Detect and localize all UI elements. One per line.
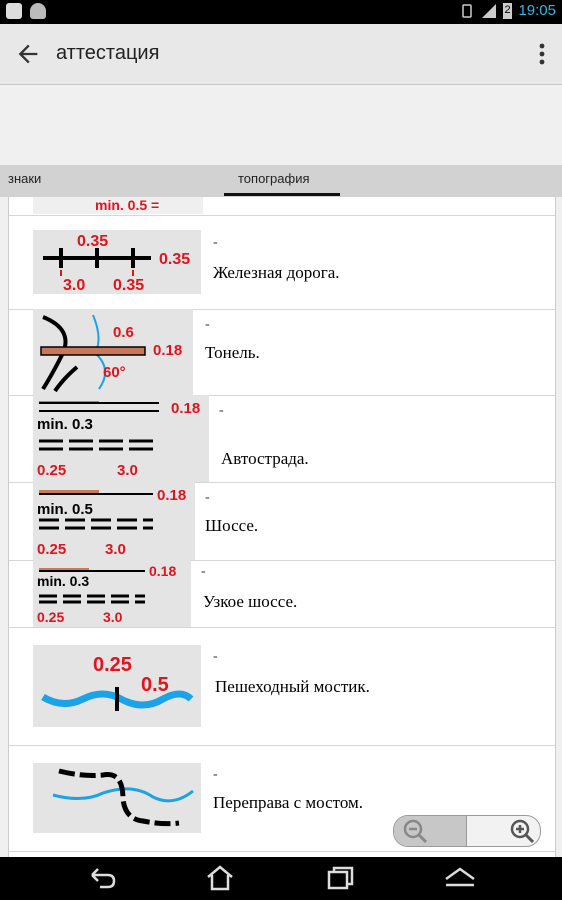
motorway-sign-icon — [33, 395, 209, 482]
item-label: Автострада. — [221, 449, 309, 468]
action-bar — [0, 24, 562, 85]
dim-right: 0.5 — [141, 674, 169, 696]
dim-bottom-left: 3.0 — [63, 277, 86, 294]
dim-bottom-left: 0.25 — [37, 541, 67, 558]
dim-min: min. 0.3 — [37, 416, 93, 433]
sign-list[interactable] — [8, 197, 556, 857]
dim-right: 0.18 — [153, 342, 183, 359]
overflow-menu-icon[interactable] — [532, 40, 552, 68]
vibrate-icon — [459, 3, 475, 19]
list-item[interactable] — [9, 627, 555, 746]
page-title: аттестация — [56, 42, 160, 64]
item-label: Узкое шоссе. — [203, 592, 298, 611]
dim-right: 0.18 — [171, 400, 201, 417]
item-dash: - — [213, 649, 218, 664]
list-item[interactable] — [9, 482, 555, 561]
dim-right: 0.35 — [159, 251, 191, 268]
narrow-highway-sign-image — [33, 560, 191, 627]
clock: 19:05 — [518, 2, 556, 19]
nav-back-icon[interactable] — [86, 863, 118, 893]
tab-signs[interactable]: знаки — [8, 171, 42, 186]
highway-sign-image — [33, 482, 195, 560]
signal-icon — [481, 3, 497, 19]
dim-right: 0.18 — [149, 563, 177, 579]
dim-left: 0.25 — [93, 654, 132, 676]
dim-min: min. 0.3 — [37, 573, 90, 589]
list-item-partial — [9, 197, 555, 216]
item-dash: - — [201, 564, 206, 579]
nav-home-icon[interactable] — [204, 863, 236, 893]
nav-menu-icon[interactable] — [442, 863, 478, 893]
partial-sign-image — [33, 197, 203, 214]
list-item[interactable] — [9, 395, 555, 483]
dim-bottom-right: 0.35 — [113, 277, 145, 294]
status-bar — [0, 0, 562, 24]
zoom-out-button[interactable] — [394, 816, 467, 846]
tunnel-sign-image — [33, 309, 193, 395]
spacer — [0, 85, 562, 165]
dim-bottom-left: 0.25 — [37, 609, 65, 625]
item-label: Переправа с мостом. — [213, 793, 364, 812]
tab-indicator — [224, 193, 340, 196]
zoom-in-button[interactable] — [467, 816, 540, 846]
bridge-crossing-sign-icon — [33, 763, 201, 833]
highway-sign-icon — [33, 482, 195, 560]
list-item[interactable] — [9, 560, 555, 628]
list-item[interactable] — [9, 309, 555, 396]
item-label: Шоссе. — [205, 516, 259, 535]
dim-top: 0.6 — [113, 324, 134, 341]
zoom-controls — [393, 815, 541, 847]
list-item[interactable] — [9, 215, 555, 310]
tab-topography[interactable]: топография — [238, 171, 310, 186]
bridge-crossing-sign-image — [33, 763, 201, 833]
footbridge-sign-image — [33, 645, 201, 727]
item-dash: - — [213, 235, 218, 250]
dim-bottom-left: 0.25 — [37, 462, 67, 479]
battery-icon — [503, 3, 512, 19]
dim-bottom-right: 3.0 — [117, 462, 138, 479]
partial-sign-text: min. 0.5 = — [95, 197, 160, 213]
item-dash: - — [205, 317, 210, 332]
dim-bottom-right: 3.0 — [105, 541, 126, 558]
android-icon — [30, 3, 46, 19]
item-dash: - — [213, 767, 218, 782]
railway-sign-icon — [33, 230, 201, 294]
dim-bottom-right: 3.0 — [103, 609, 123, 625]
railway-sign-image — [33, 230, 201, 294]
item-dash: - — [205, 490, 210, 505]
dim-right: 0.18 — [157, 487, 187, 504]
item-label: Железная дорога. — [213, 263, 340, 282]
item-dash: - — [219, 403, 224, 418]
item-label: Пешеходный мостик. — [215, 677, 370, 696]
zoom-out-icon — [400, 816, 430, 846]
tunnel-sign-icon — [33, 309, 193, 395]
nav-recents-icon[interactable] — [324, 863, 356, 893]
narrow-highway-sign-icon — [33, 560, 191, 627]
dim-min: min. 0.5 — [37, 501, 93, 518]
dim-top: 0.35 — [77, 233, 109, 250]
item-label: Тонель. — [205, 343, 260, 362]
navigation-bar — [0, 857, 562, 900]
sd-card-icon — [6, 3, 22, 19]
dim-angle: 60° — [103, 364, 126, 381]
motorway-sign-image — [33, 395, 209, 482]
battery-level: 2 — [504, 3, 511, 16]
footbridge-sign-icon — [33, 645, 201, 727]
back-arrow-icon[interactable] — [14, 40, 42, 68]
zoom-in-icon — [507, 816, 537, 846]
